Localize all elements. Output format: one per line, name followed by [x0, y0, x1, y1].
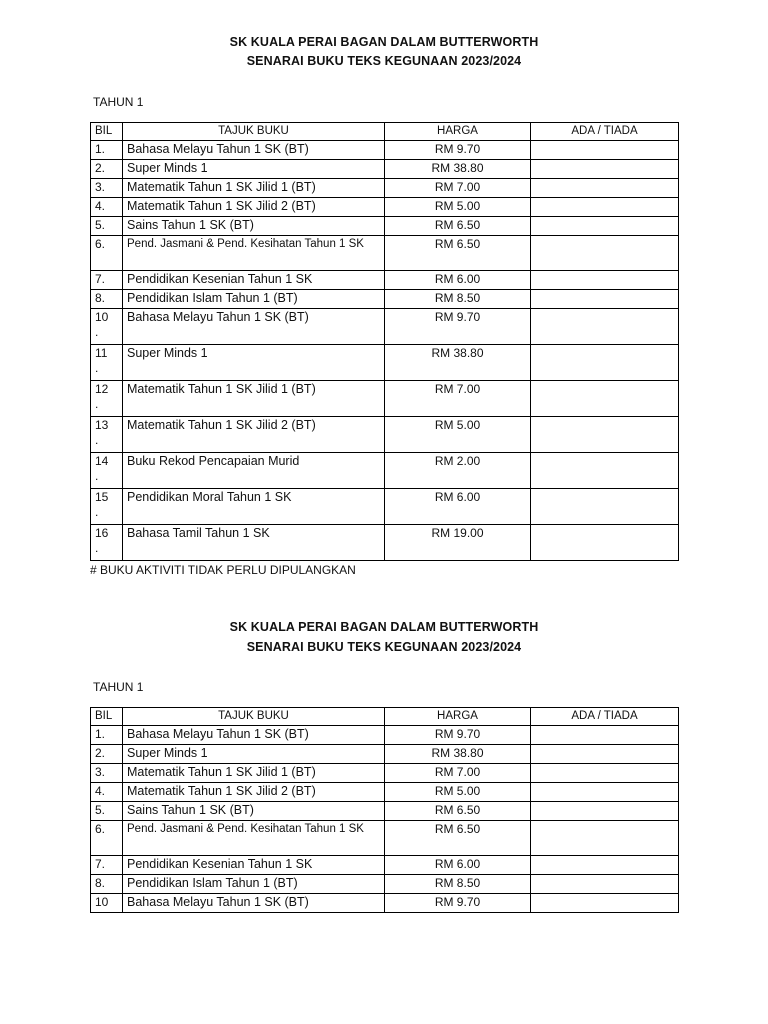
row-number: 3. — [91, 764, 123, 783]
book-title: Matematik Tahun 1 SK Jilid 1 (BT) — [123, 381, 385, 417]
school-name: SK KUALA PERAI BAGAN DALAM BUTTERWORTH — [229, 35, 539, 49]
activity-book-note: # BUKU AKTIVITI TIDAK PERLU DIPULANGKAN — [90, 563, 356, 577]
availability-cell[interactable] — [531, 894, 679, 913]
row-number: 2. — [91, 160, 123, 179]
row-number-value: 16 — [95, 526, 109, 540]
list-subtitle: SENARAI BUKU TEKS KEGUNAAN 2023/2024 — [246, 640, 522, 654]
table-row — [91, 290, 679, 309]
row-number-dot: . — [95, 541, 99, 555]
book-price: RM 38.80 — [385, 745, 531, 764]
table-row — [91, 309, 679, 345]
book-title: Bahasa Tamil Tahun 1 SK — [123, 525, 385, 561]
book-title: Pendidikan Moral Tahun 1 SK — [123, 489, 385, 525]
row-number: 8. — [91, 875, 123, 894]
availability-cell[interactable] — [531, 290, 679, 309]
availability-cell[interactable] — [531, 856, 679, 875]
book-price: RM 2.00 — [385, 453, 531, 489]
book-price: RM 9.70 — [385, 726, 531, 745]
book-price: RM 9.70 — [385, 141, 531, 160]
availability-cell[interactable] — [531, 271, 679, 290]
availability-cell[interactable] — [531, 217, 679, 236]
availability-cell[interactable] — [531, 745, 679, 764]
book-title: Bahasa Melayu Tahun 1 SK (BT) — [123, 309, 385, 345]
table-row — [91, 345, 679, 381]
row-number: 2. — [91, 745, 123, 764]
book-price: RM 6.00 — [385, 489, 531, 525]
table-row — [91, 875, 679, 894]
row-number-dot: . — [95, 361, 99, 375]
book-title: Matematik Tahun 1 SK Jilid 2 (BT) — [123, 783, 385, 802]
row-number: 7. — [91, 856, 123, 875]
book-price: RM 7.00 — [385, 764, 531, 783]
availability-cell[interactable] — [531, 179, 679, 198]
header-title: TAJUK BUKU — [123, 123, 385, 141]
table-row — [91, 453, 679, 489]
header-bil: BIL — [91, 123, 123, 141]
availability-cell[interactable] — [531, 802, 679, 821]
table-row — [91, 179, 679, 198]
availability-cell[interactable] — [531, 345, 679, 381]
table-row — [91, 764, 679, 783]
book-price: RM 5.00 — [385, 783, 531, 802]
availability-cell[interactable] — [531, 821, 679, 856]
table-row — [91, 271, 679, 290]
availability-cell[interactable] — [531, 381, 679, 417]
book-title: Matematik Tahun 1 SK Jilid 2 (BT) — [123, 417, 385, 453]
row-number — [91, 417, 123, 453]
row-number: 7. — [91, 271, 123, 290]
table-row — [91, 141, 679, 160]
table-row — [91, 783, 679, 802]
table-row — [91, 381, 679, 417]
row-number-dot: . — [95, 433, 99, 447]
row-number: 3. — [91, 179, 123, 198]
table-row — [91, 417, 679, 453]
table-row — [91, 236, 679, 271]
book-title: Pendidikan Kesenian Tahun 1 SK — [123, 856, 385, 875]
availability-cell[interactable] — [531, 764, 679, 783]
availability-cell[interactable] — [531, 453, 679, 489]
book-title: Bahasa Melayu Tahun 1 SK (BT) — [123, 894, 385, 913]
book-price: RM 9.70 — [385, 309, 531, 345]
book-title: Bahasa Melayu Tahun 1 SK (BT) — [123, 726, 385, 745]
row-number: 4. — [91, 198, 123, 217]
header-availability: ADA / TIADA — [531, 123, 679, 141]
table-row — [91, 198, 679, 217]
book-title: Matematik Tahun 1 SK Jilid 2 (BT) — [123, 198, 385, 217]
book-title: Super Minds 1 — [123, 745, 385, 764]
book-title: Pendidikan Kesenian Tahun 1 SK — [123, 271, 385, 290]
availability-cell[interactable] — [531, 875, 679, 894]
book-price: RM 7.00 — [385, 179, 531, 198]
table-row — [91, 217, 679, 236]
year-label: TAHUN 1 — [93, 680, 144, 694]
row-number-value: 13 — [95, 418, 109, 432]
table-row — [91, 525, 679, 561]
book-price: RM 6.00 — [385, 271, 531, 290]
table-row — [91, 726, 679, 745]
book-price: RM 6.50 — [385, 821, 531, 856]
book-price: RM 6.50 — [385, 236, 531, 271]
row-number-dot: . — [95, 397, 99, 411]
year-label: TAHUN 1 — [93, 95, 144, 109]
row-number — [91, 309, 123, 345]
book-price: RM 6.50 — [385, 802, 531, 821]
row-number — [91, 489, 123, 525]
row-number: 6. — [91, 821, 123, 856]
row-number-value: 14 — [95, 454, 109, 468]
table-row — [91, 894, 679, 913]
book-price: RM 8.50 — [385, 290, 531, 309]
book-price: RM 38.80 — [385, 160, 531, 179]
availability-cell[interactable] — [531, 198, 679, 217]
book-table — [90, 122, 679, 561]
book-table — [90, 707, 679, 913]
row-number-value: 12 — [95, 382, 109, 396]
book-title: Matematik Tahun 1 SK Jilid 1 (BT) — [123, 179, 385, 198]
table-row — [91, 745, 679, 764]
table-row — [91, 821, 679, 856]
book-price: RM 38.80 — [385, 345, 531, 381]
row-number — [91, 345, 123, 381]
availability-cell[interactable] — [531, 417, 679, 453]
book-title: Sains Tahun 1 SK (BT) — [123, 802, 385, 821]
row-number: 4. — [91, 783, 123, 802]
book-title: Matematik Tahun 1 SK Jilid 1 (BT) — [123, 764, 385, 783]
table-header-row — [91, 708, 679, 726]
book-price: RM 6.50 — [385, 217, 531, 236]
header-availability: ADA / TIADA — [531, 708, 679, 726]
table-row — [91, 160, 679, 179]
book-title: Bahasa Melayu Tahun 1 SK (BT) — [123, 141, 385, 160]
row-number: 5. — [91, 802, 123, 821]
availability-cell[interactable] — [531, 236, 679, 271]
row-number-dot: . — [95, 325, 99, 339]
table-row — [91, 856, 679, 875]
book-title: Pend. Jasmani & Pend. Kesihatan Tahun 1 SK — [123, 821, 385, 856]
header-price: HARGA — [385, 123, 531, 141]
row-number: 1. — [91, 141, 123, 160]
row-number — [91, 525, 123, 561]
book-price: RM 9.70 — [385, 894, 531, 913]
row-number: 1. — [91, 726, 123, 745]
book-title: Pendidikan Islam Tahun 1 (BT) — [123, 875, 385, 894]
book-price: RM 7.00 — [385, 381, 531, 417]
table-row — [91, 802, 679, 821]
header-price: HARGA — [385, 708, 531, 726]
row-number-value: 15 — [95, 490, 109, 504]
availability-cell[interactable] — [531, 525, 679, 561]
row-number — [91, 453, 123, 489]
availability-cell[interactable] — [531, 309, 679, 345]
table-header-row — [91, 123, 679, 141]
availability-cell[interactable] — [531, 160, 679, 179]
row-number-value: 11 — [95, 346, 108, 360]
row-number-dot: . — [95, 469, 99, 483]
table-row — [91, 489, 679, 525]
school-name: SK KUALA PERAI BAGAN DALAM BUTTERWORTH — [229, 620, 539, 634]
book-price: RM 5.00 — [385, 417, 531, 453]
header-title: TAJUK BUKU — [123, 708, 385, 726]
book-title: Pendidikan Islam Tahun 1 (BT) — [123, 290, 385, 309]
list-subtitle: SENARAI BUKU TEKS KEGUNAAN 2023/2024 — [246, 54, 522, 68]
row-number: 6. — [91, 236, 123, 271]
row-number: 10 — [91, 894, 123, 913]
availability-cell[interactable] — [531, 489, 679, 525]
row-number-dot: . — [95, 505, 99, 519]
book-title: Buku Rekod Pencapaian Murid — [123, 453, 385, 489]
availability-cell[interactable] — [531, 726, 679, 745]
book-price: RM 5.00 — [385, 198, 531, 217]
book-price: RM 19.00 — [385, 525, 531, 561]
book-title: Pend. Jasmani & Pend. Kesihatan Tahun 1 SK — [123, 236, 385, 271]
row-number — [91, 381, 123, 417]
row-number: 5. — [91, 217, 123, 236]
book-price: RM 6.00 — [385, 856, 531, 875]
book-title: Super Minds 1 — [123, 160, 385, 179]
book-title: Super Minds 1 — [123, 345, 385, 381]
book-price: RM 8.50 — [385, 875, 531, 894]
row-number: 8. — [91, 290, 123, 309]
row-number-value: 10 — [95, 310, 109, 324]
header-bil: BIL — [91, 708, 123, 726]
availability-cell[interactable] — [531, 783, 679, 802]
availability-cell[interactable] — [531, 141, 679, 160]
book-title: Sains Tahun 1 SK (BT) — [123, 217, 385, 236]
